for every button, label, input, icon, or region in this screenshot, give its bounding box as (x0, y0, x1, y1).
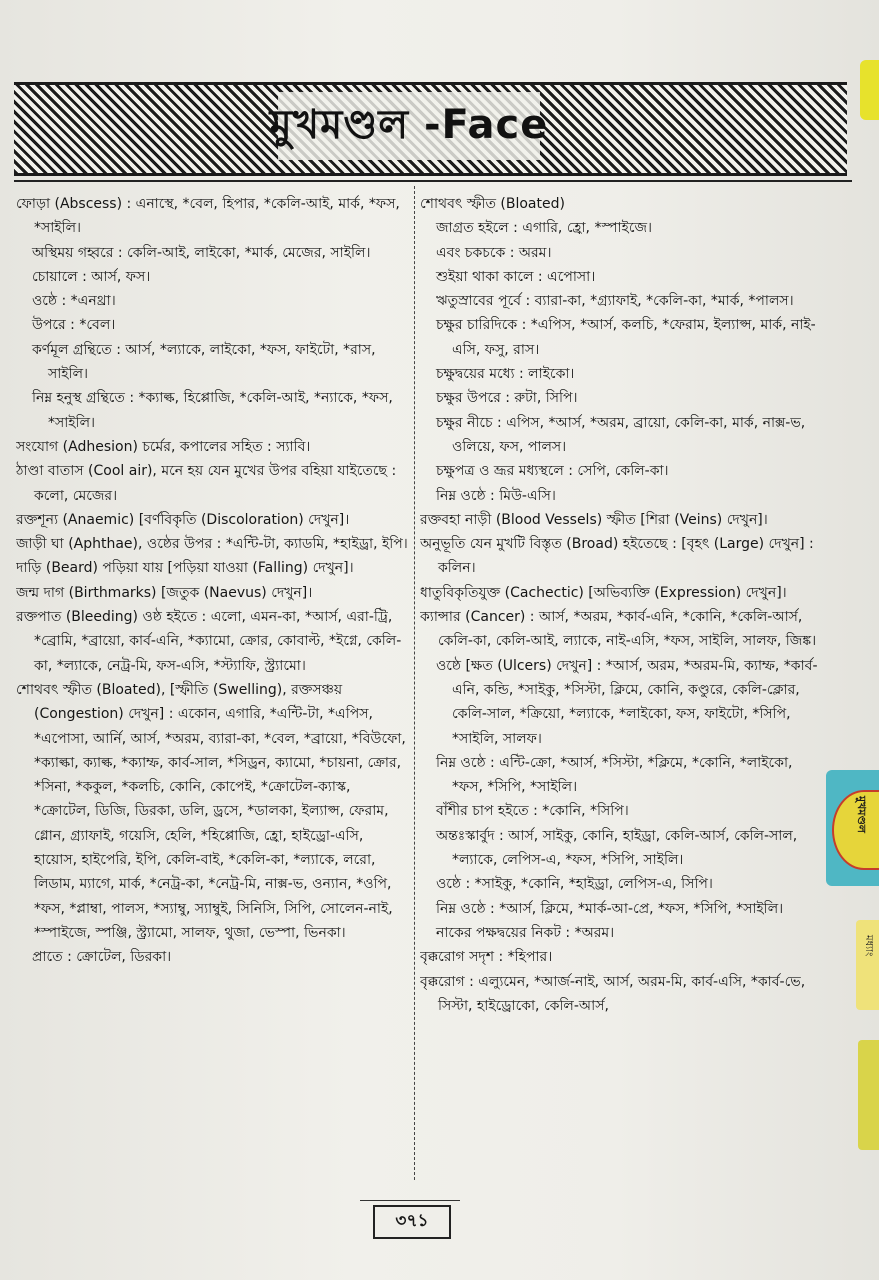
rubric-subentry: নিম্ন ওষ্ঠে : *আর্স, ক্লিমে, *মার্ক-আ-প্রে, *ফস, *সিপি, *সাইলি। (436, 900, 784, 917)
rubric-entry: বৃক্করোগ সদৃশ : *হিপার। (420, 949, 553, 966)
rubric-subentry: ওষ্ঠে : *সাইকু, *কোনি, *হাইড্রা, লেপিস-এ, সিপি। (436, 876, 713, 893)
rubric-subentry: ওষ্ঠে [ক্ষত (Ulcers) দেখুন] : *আর্স, অরম, *অরম-মি, ক্যাম্ফ, *কার্ব-এনি, কন্ডি, *সাইকু, *সিস্টা, ক্লিমে, কোনি, কণ্ডুরে, কেলি-ক্লোর, কেলি-সাল, *ক্রিয়ো, *ল্যাকে, *লাইকো, ফস, ফাইটো, *সিপি, *সাইলি, সালফ। (436, 657, 818, 747)
edge-tab-bottom (858, 1040, 879, 1150)
rubric-subentry: নিম্ন হনুস্থ গ্রন্থিতে : *ক্যাল্ক, হিপ্পোজি, *কেলি-আই, *ন্যাকে, *ফস, *সাইলি। (32, 390, 393, 431)
rubric-subentry: চক্ষুপত্র ও ভ্রূর মধ্যস্থলে : সেপি, কেলি-কা। (436, 463, 669, 480)
rubric-subentry: চক্ষুর চারিদিকে : *এপিস, *আর্স, কলচি, *ফেরাম, ইল্যাপ্স, মার্ক, নাই-এসি, ফসু, রাস। (436, 317, 816, 358)
edge-tab-label: মধ্যাং (863, 935, 874, 957)
rubric-subentry: চক্ষুর নীচে : এপিস, *আর্স, *অরম, ব্রায়ো, কেলি-কা, মার্ক, নাক্স-ভ, ওলিয়ে, ফস, পালস। (436, 414, 806, 455)
rubric-entry: ঠাণ্ডা বাতাস (Cool air), মনে হয় যেন মুখের উপর বহিয়া যাইতেছে : কলো, মেজের। (16, 463, 397, 504)
rubric-entry: সংযোগ (Adhesion) চর্মের, কপালের সহিত : স্যাবি। (16, 438, 311, 455)
rubric-subentry: চোয়ালে : আর্স, ফস। (32, 268, 151, 285)
header-rule (14, 180, 852, 182)
rubric-entry: শোথবৎ স্ফীত (Bloated), [স্ফীতি (Swelling), রক্তসঞ্চয় (Congestion) দেখুন] : একোন, এগারি, *এন্টি-টা, *এপিস, *এপোসা, আর্নি, আর্স, *অরম, ব্যারা-কা, *বেল, *ব্রায়ো, *বিউফো, *ক্যাল্কা, ক্যাল্ক, *ক্যাম্ফ, কার্ব-সাল, *সিড্রন, ক্যামো, *চায়না, ক্রোর, *সিনা, *ককুল, *কলচি, কোনি, কোপেই, *ক্রোটেল-ক্যাস্ক, *ক্রোটেল, ডিজি, ডিরকা, ডলি, ড্রসে, *ডালকা, ইল্যাপ্স, ফেরাম, গ্লোন, গ্র্যাফাই, গয়েসি, হেলি, *হিপ্পোজি, হ্রো, হাইড্রো-এসি, হায়োস, হাইপেরি, ইপি, কেলি-বাই, *কেলি-কা, *ল্যাকে, লরো, লিডাম, ম্যাগে, মার্ক, *নেট্র-কা, *নেট্র-মি, নাক্স-ভ, ওন্যান, *ওপি, *ফস, *প্লাম্বা, পালস, *স্যাম্বু, স্যাম্বুই, সিনিসি, সিপি, সোলেন-নাই, *স্পাইজে, স্পঞ্জি, স্ট্র্যামো, সালফ, থুজা, ভেস্পা, ভিনকা। (16, 681, 406, 941)
rubric-entry: বৃক্করোগ : এল্যুমেন, *আর্জ-নাই, আর্স, অরম-মি, কার্ব-এসি, *কার্ব-ভে, সিস্টা, হাইড্রোকো, কেলি-আর্স, (420, 973, 806, 1014)
rubric-subentry: উপরে : *বেল। (32, 317, 116, 334)
rubric-entry: ক্যান্সার (Cancer) : আর্স, *অরম, *কার্ব-এনি, *কোনি, *কেলি-আর্স, কেলি-কা, কেলি-আই, ল্যাকে, নাই-এসি, *ফস, সাইলি, সালফ, জিঙ্ক। (420, 609, 817, 650)
footer-rule (360, 1200, 460, 1201)
column-divider (414, 186, 416, 1180)
rubric-subentry: নিম্ন ওষ্ঠে : এন্টি-ক্রো, *আর্স, *সিস্টা, *ক্লিমে, *কোনি, *লাইকো, *ফস, *সিপি, *সাইলি। (436, 754, 793, 796)
rubric-subentry: অন্তঃস্কার্বুদ : আর্স, সাইকু, কোনি, হাইড্রা, কেলি-আর্স, কেলি-সাল, *ল্যাকে, লেপিস-এ, *ফস, *সিপি, সাইলি। (436, 827, 798, 869)
rubric-entry: রক্তশূন্য (Anaemic) [বর্ণবিকৃতি (Discoloration) দেখুন]। (16, 511, 350, 528)
left-column (16, 192, 409, 1184)
page-number: ৩৭১ (373, 1205, 451, 1239)
right-column (420, 192, 820, 1184)
section-thumb-tab (826, 770, 879, 886)
rubric-subentry: বাঁশীর চাপ হইতে : *কোনি, *সিপি। (436, 803, 629, 820)
rubric-subentry: কর্ণমূল গ্রন্থিতে : আর্স, *ল্যাকে, লাইকো, *ফস, ফাইটো, *রাস, সাইলি। (32, 341, 376, 383)
rubric-entry: রক্তবহা নাড়ী (Blood Vessels) স্ফীত [শিরা (Veins) দেখুন]। (420, 511, 768, 528)
rubric-subentry: চক্ষুদ্বয়ের মধ্যে : লাইকো। (436, 366, 575, 383)
rubric-subentry: জাগ্রত হইলে : এগারি, হ্রো, *স্পাইজে। (436, 220, 653, 237)
rubric-entry: জাড়ী ঘা (Aphthae), ওষ্ঠের উপর : *এন্টি-টা, ক্যাডমি, *হাইড্রা, ইপি। (16, 536, 408, 553)
rubric-subentry: প্রাতে : ক্রোটেল, ডিরকা। (32, 949, 172, 966)
page-title: মুখমণ্ডল -Face (278, 92, 540, 160)
rubric-entry: অনুভূতি যেন মুখটি বিস্তৃত (Broad) হইতেছে : [বৃহৎ (Large) দেখুন] : কলিন। (420, 536, 814, 577)
rubric-entry: ফোড়া (Abscess) : এনাস্থে, *বেল, হিপার, *কেলি-আই, মার্ক, *ফস, *সাইলি। (16, 196, 400, 237)
rubric-subentry: ঋতুস্রাবের পূর্বে : ব্যারা-কা, *গ্র্যাফাই, *কেলি-কা, *মার্ক, *পালস। (436, 293, 794, 310)
rubric-subentry: শুইয়া থাকা কালে : এপোসা। (436, 268, 596, 285)
rubric-entry: রক্তপাত (Bleeding) ওষ্ঠ হইতে : এলো, এমন-কা, *আর্স, এরা-ট্রি, *ব্রোমি, *ব্রায়ো, কার্ব-এনি, *ক্যামো, ক্রোর, কোবাল্ট, *ইগ্নে, কেলি-কা, *ল্যাকে, নেট্র-মি, ফস-এসি, *স্ট্যাফি, স্ট্র্যামো। (16, 609, 402, 674)
rubric-subentry: অস্থিময় গহ্বরে : কেলি-আই, লাইকো, *মার্ক, মেজের, সাইলি। (32, 244, 371, 261)
rubric-subentry: ওষ্ঠে : *এনথ্রা। (32, 293, 116, 310)
rubric-subentry: নিম্ন ওষ্ঠে : মিউ-এসি। (436, 487, 556, 504)
rubric-entry: শোথবৎ স্ফীত (Bloated) (420, 196, 565, 212)
rubric-subentry: এবং চকচকে : অরম। (436, 244, 552, 261)
rubric-entry: দাড়ি (Beard) পড়িয়া যায় [পড়িয়া যাওয়া (Falling) দেখুন]। (16, 560, 354, 577)
thumb-tab-label: মুখমণ্ডল (855, 796, 868, 833)
rubric-subentry: নাকের পক্ষদ্বয়ের নিকট : *অরম। (436, 924, 615, 941)
rubric-entry: জন্ম দাগ (Birthmarks) [জতুক (Naevus) দেখুন]। (16, 584, 313, 601)
edge-tab-top (860, 60, 879, 120)
rubric-entry: ধাতুবিকৃতিযুক্ত (Cachectic) [অভিব্যক্তি (Expression) দেখুন]। (420, 584, 787, 601)
rubric-subentry: চক্ষুর উপরে : রুটা, সিপি। (436, 390, 578, 407)
